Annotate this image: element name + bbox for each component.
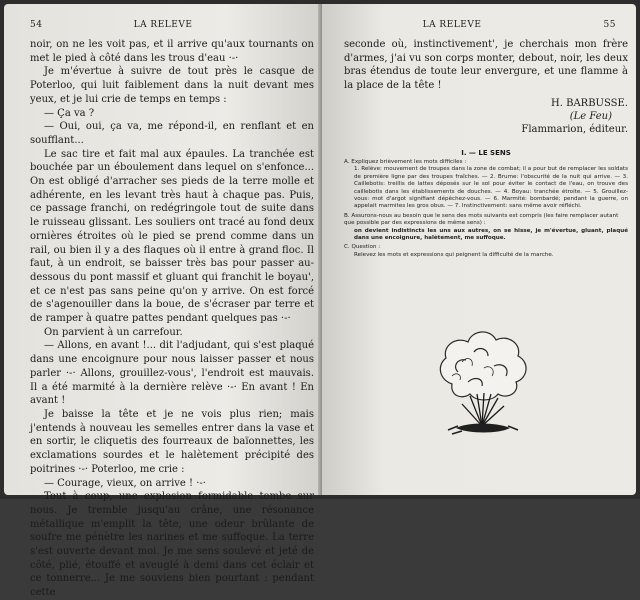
section-title: I. — LE SENS (461, 149, 511, 157)
paragraph: On parvient à un carrefour. (44, 326, 183, 338)
paragraph: Le sac tire et fait mal aux épaules. La tranchée est bouchée par un éboulement dans lequel on s'enfonce... On est obligé d'arracher ses pieds de la terre molle et adhérente, en les levant très haut à chaque pas. Puis, ce passage franchi, on redégringole tout de suite dans le ruisseau glissant. Les souliers ont tracé au fond deux ornières étroites où le pied se prend comme dans un rail, ou bien il y a des flaques où il entre à grand floc. Il faut, à un endroit, se baisser très bas pour passer au-dessous du pont massif et gluant qui franchit le boyau', et ce n'est pas sans peine qu'on y arrive. On est forcé de s'agenouiller dans la boue, de s'écraser par terre et de ramper à quatre pattes pendant quelques pas ·-· (30, 148, 314, 325)
page-number: 54 (30, 20, 43, 30)
paragraph: — Oui, oui, ça va, me répond-il, en renflant et en soufflant... (30, 121, 314, 146)
paragraph: noir, on ne les voit pas, et il arrive qu'aux tournants on met le pied à côté dans les trous d'eau ·-· (30, 39, 314, 64)
exercise-text: on devient indistincts les uns aux autres, on se hisse, je m'évertue, gluant, plaqué dans une encoignure, halètement, me suffoque. (354, 227, 628, 242)
paragraph: Je baisse la tête et je ne vois plus rien; mais j'entends à nouveau les semelles entrer dans la vase et en sortir, le cliquetis des fourreaux de baïonnettes, les exclamations sourdes et le halètement précipité des poitrines ·-· Poterloo, me crie : (30, 408, 314, 475)
paragraph: — Ça va ? (44, 107, 95, 119)
paragraph: — Courage, vieux, on arrive ! ·-· (44, 477, 206, 489)
exercise-text: Relevez les mots et expressions qui peignent la difficulté de la marche. (354, 251, 554, 258)
right-body-text (344, 38, 628, 258)
page-number: 55 (603, 20, 616, 30)
explosion-illustration (422, 322, 542, 442)
paragraph: — Allons, en avant !... dit l'adjudant, qui s'est plaqué dans une encoignure pour nous laisser passer et nous parler ·-· Allons, grouillez-vous', l'endroit est mauvais. Il a été marmité à la dernière relève ·-· En avant ! En avant ! (30, 340, 314, 407)
exercise-item (344, 213, 628, 243)
exercise-text: 1. Relève: mouvement de troupes dans la zone de combat; il a pour but de remplacer les soldats de première ligne par des troupes fraîches. — 2. Brume: l'obscurité de la nuit qui arrive. — 3. Caillebotis: treillis de lattes déposés sur le sol pour éviter le contact de l'eau, on trouve des caillebotis dans les établissements de douches. — 4. Boyau: tranchée étroite. — 5. Grouillez-vous: mot d'argot signifiant dépêchez-vous. — 6. Marmité: bombardé; pendant la guerre, on appelait marmites les gros obus. — 7. Instinctivement: sans même avoir réfléchi. (354, 166, 628, 210)
publisher: Flammarion, éditeur. (521, 124, 628, 135)
exercise-label: C. Question : (344, 244, 381, 251)
exercise-item (344, 159, 628, 211)
exercise-label: A. Expliquez brièvement les mots difficiles : (344, 159, 467, 165)
left-page (4, 4, 322, 599)
running-head: LA RELEVE (133, 20, 193, 30)
author: H. BARBUSSE. (551, 98, 628, 109)
exercise-item (344, 244, 628, 259)
exercise-label: B. Assurons-nous au besoin que le sens des mots suivants est compris (les faire remplacer autant que possible par des expressions de même sens) : (344, 212, 619, 227)
left-body-text (30, 38, 314, 600)
source: (Le Feu) (569, 111, 612, 122)
right-page (322, 4, 636, 495)
paragraph: Je m'évertue à suivre de tout près le casque de Poterloo, qui luit faiblement dans la nuit devant mes yeux, et je lui crie de temps en temps : (30, 66, 314, 105)
running-head: LA RELEVE (422, 20, 482, 30)
exercise-list (344, 159, 628, 261)
paragraph: seconde où, instinctivement', je cherchais mon frère d'armes, j'ai vu son corps monter, debout, noir, les deux bras étendus de toute leur envergure, et une flamme à la place de la tête ! (344, 39, 628, 92)
paragraph: Tout à coup, une explosion formidable tombe sur nous. Je tremble jusqu'au crâne, une résonance métallique m'emplit la tête, une odeur brûlante de soufre me pénètre les narines et me suffoque. La terre s'est ouverte devant moi. Je me sens soulevé et jeté de côté, plié, étouffé et aveuglé à demi dans cet éclair et ce tonnerre... Je me souviens bien pourtant : pendant cette (30, 491, 314, 599)
